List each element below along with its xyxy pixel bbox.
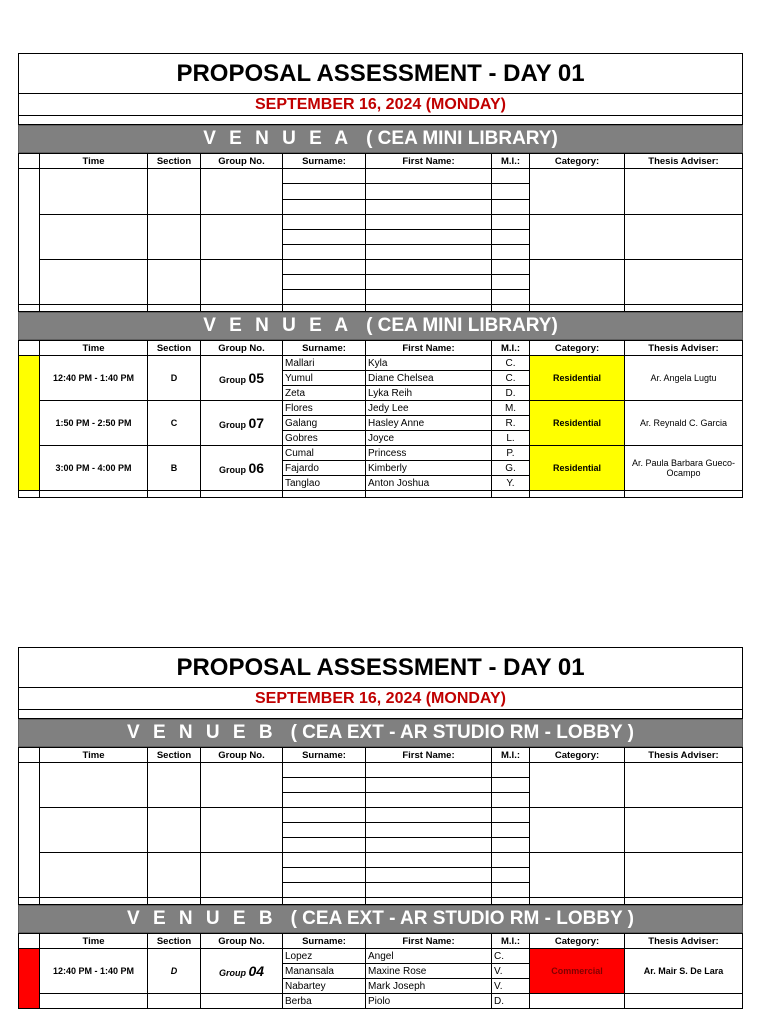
table-row [19, 949, 743, 964]
header-mi: M.I.: [492, 934, 530, 949]
category-cell: Commercial [530, 949, 625, 994]
marker-cell [19, 949, 40, 1009]
first-name-cell: Anton Joshua [366, 476, 492, 491]
header-time: Time [40, 154, 148, 169]
venue-letters: V E N U E B [127, 908, 277, 929]
venue-bar [18, 905, 743, 933]
mi-cell: V. [492, 979, 530, 994]
first-name-cell: Diane Chelsea [366, 371, 492, 386]
surname-cell: Zeta [283, 386, 366, 401]
mi-cell: Y. [492, 476, 530, 491]
venue-letters: V E N U E A [203, 315, 353, 336]
header-section: Section [148, 154, 201, 169]
marker-cell [19, 169, 40, 305]
page-title: PROPOSAL ASSESSMENT - DAY 01 [18, 647, 743, 688]
venue-bar [18, 125, 743, 153]
marker-cell [19, 934, 40, 949]
spacer-row [18, 116, 743, 125]
header-time: Time [40, 934, 148, 949]
first-name-cell: Princess [366, 446, 492, 461]
header-adviser: Thesis Adviser: [625, 154, 743, 169]
venue-name: ( CEA EXT - AR STUDIO RM - LOBBY ) [290, 908, 634, 929]
header-adviser: Thesis Adviser: [625, 748, 743, 763]
schedule-table-venue-b [18, 933, 743, 1009]
mi-cell: R. [492, 416, 530, 431]
header-mi: M.I.: [492, 748, 530, 763]
section-cell: D [148, 356, 201, 401]
group-cell: Group 06 [201, 446, 283, 491]
header-group: Group No. [201, 748, 283, 763]
first-name-cell: Kyla [366, 356, 492, 371]
header-section: Section [148, 748, 201, 763]
section-cell: C [148, 401, 201, 446]
surname-cell: Lopez [283, 949, 366, 964]
header-adviser: Thesis Adviser: [625, 934, 743, 949]
marker-cell [19, 154, 40, 169]
header-mi: M.I.: [492, 341, 530, 356]
header-category: Category: [530, 748, 625, 763]
venue-name: ( CEA MINI LIBRARY) [366, 128, 558, 149]
surname-cell: Gobres [283, 431, 366, 446]
time-cell: 12:40 PM - 1:40 PM [40, 949, 148, 994]
group-cell: Group 04 [201, 949, 283, 994]
adviser-cell: Ar. Reynald C. Garcia [625, 401, 743, 446]
page-title: PROPOSAL ASSESSMENT - DAY 01 [18, 53, 743, 94]
mi-cell: C. [492, 371, 530, 386]
mi-cell: M. [492, 401, 530, 416]
adviser-cell: Ar. Paula Barbara Gueco- Ocampo [625, 446, 743, 491]
header-section: Section [148, 934, 201, 949]
marker-cell [19, 341, 40, 356]
header-group: Group No. [201, 154, 283, 169]
header-adviser: Thesis Adviser: [625, 341, 743, 356]
first-name-cell: Joyce [366, 431, 492, 446]
group-cell: Group 07 [201, 401, 283, 446]
category-cell: Residential [530, 446, 625, 491]
surname-cell: Flores [283, 401, 366, 416]
header-surname: Surname: [283, 154, 366, 169]
venue-letters: V E N U E A [203, 128, 353, 149]
header-group: Group No. [201, 341, 283, 356]
sheet-venue-a [18, 53, 743, 498]
sheet-venue-b [18, 647, 743, 1009]
surname-cell: Tanglao [283, 476, 366, 491]
header-time: Time [40, 748, 148, 763]
header-surname: Surname: [283, 934, 366, 949]
first-name-cell: Mark Joseph [366, 979, 492, 994]
header-time: Time [40, 341, 148, 356]
table-row [19, 401, 743, 416]
category-cell: Residential [530, 356, 625, 401]
section-cell: D [148, 949, 201, 994]
table-row [19, 356, 743, 371]
mi-cell: L. [492, 431, 530, 446]
surname-cell: Nabartey [283, 979, 366, 994]
mi-cell: C. [492, 949, 530, 964]
mi-cell: V. [492, 964, 530, 979]
adviser-cell: Ar. Mair S. De Lara [625, 949, 743, 994]
mi-cell: P. [492, 446, 530, 461]
header-first: First Name: [366, 748, 492, 763]
empty-schedule-table [18, 153, 743, 312]
time-cell: 3:00 PM - 4:00 PM [40, 446, 148, 491]
date-heading: SEPTEMBER 16, 2024 (MONDAY) [18, 94, 743, 116]
header-category: Category: [530, 341, 625, 356]
surname-cell: Galang [283, 416, 366, 431]
first-name-cell: Jedy Lee [366, 401, 492, 416]
venue-bar [18, 719, 743, 747]
empty-schedule-table [18, 747, 743, 905]
header-mi: M.I.: [492, 154, 530, 169]
surname-cell: Berba [283, 994, 366, 1009]
time-cell: 12:40 PM - 1:40 PM [40, 356, 148, 401]
surname-cell: Yumul [283, 371, 366, 386]
header-category: Category: [530, 934, 625, 949]
adviser-cell: Ar. Angela Lugtu [625, 356, 743, 401]
mi-cell: D. [492, 994, 530, 1009]
group-cell: Group 05 [201, 356, 283, 401]
header-surname: Surname: [283, 341, 366, 356]
first-name-cell: Angel [366, 949, 492, 964]
surname-cell: Fajardo [283, 461, 366, 476]
mi-cell: D. [492, 386, 530, 401]
marker-cell [19, 748, 40, 763]
header-category: Category: [530, 154, 625, 169]
header-first: First Name: [366, 341, 492, 356]
section-cell: B [148, 446, 201, 491]
header-first: First Name: [366, 934, 492, 949]
first-name-cell: Hasley Anne [366, 416, 492, 431]
first-name-cell: Lyka Reih [366, 386, 492, 401]
date-heading: SEPTEMBER 16, 2024 (MONDAY) [18, 688, 743, 710]
category-cell: Residential [530, 401, 625, 446]
header-first: First Name: [366, 154, 492, 169]
table-row [19, 446, 743, 461]
venue-name: ( CEA EXT - AR STUDIO RM - LOBBY ) [290, 722, 634, 743]
marker-cell [19, 763, 40, 898]
first-name-cell: Piolo [366, 994, 492, 1009]
marker-cell [19, 356, 40, 491]
venue-letters: V E N U E B [127, 722, 277, 743]
mi-cell: G. [492, 461, 530, 476]
spacer-row [18, 710, 743, 719]
venue-name: ( CEA MINI LIBRARY) [366, 315, 558, 336]
surname-cell: Cumal [283, 446, 366, 461]
venue-bar [18, 312, 743, 340]
header-group: Group No. [201, 934, 283, 949]
header-section: Section [148, 341, 201, 356]
table-row [19, 994, 743, 1009]
schedule-table-venue-a [18, 340, 743, 498]
surname-cell: Manansala [283, 964, 366, 979]
mi-cell: C. [492, 356, 530, 371]
surname-cell: Mallari [283, 356, 366, 371]
header-surname: Surname: [283, 748, 366, 763]
first-name-cell: Kimberly [366, 461, 492, 476]
time-cell: 1:50 PM - 2:50 PM [40, 401, 148, 446]
first-name-cell: Maxine Rose [366, 964, 492, 979]
